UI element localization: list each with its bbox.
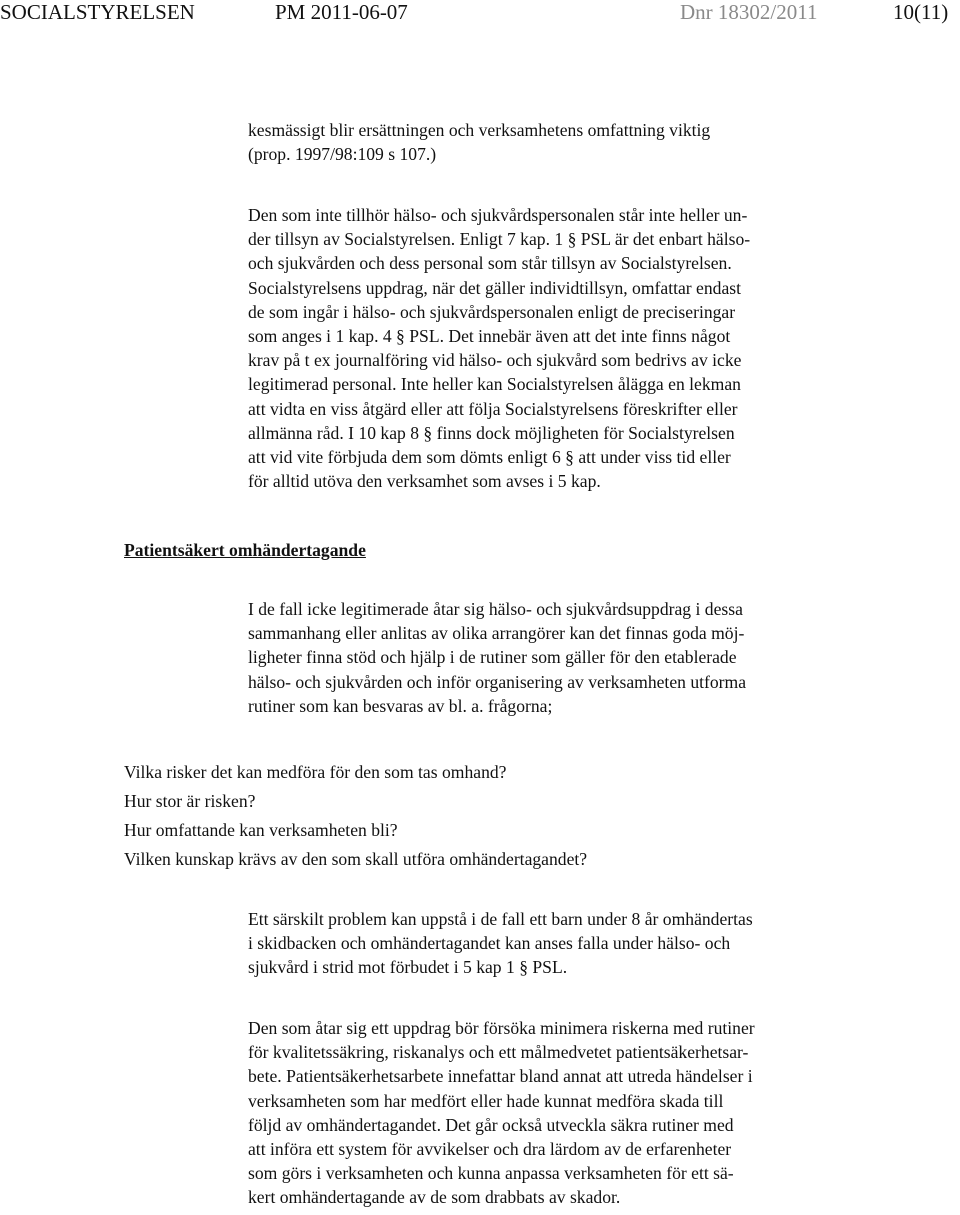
text-line: och sjukvården och dess personal som står tillsyn av Socialstyrelsen.	[248, 253, 732, 274]
text-line: kesmässigt blir ersättningen och verksamhetens omfattning viktig	[248, 120, 711, 140]
text-line: (prop. 1997/98:109 s 107.)	[248, 144, 437, 165]
question-list	[124, 758, 587, 874]
text-line: som görs i verksamheten och kunna anpassa verksamheten för ett sä-	[248, 1163, 734, 1184]
question-item: Hur stor är risken?	[124, 791, 256, 811]
question-item: Vilken kunskap krävs av den som skall utföra omhändertagandet?	[124, 849, 588, 869]
question-item: Hur omfattande kan verksamheten bli?	[124, 820, 398, 840]
paragraph-patient-safety	[248, 1016, 868, 1210]
text-line: Ett särskilt problem kan uppstå i de fall ett barn under 8 år omhändertas	[248, 909, 753, 929]
section-heading: Patientsäkert omhändertagande	[124, 540, 366, 560]
text-line: att vid vite förbjuda dem som dömts enligt 6 § att under viss tid eller	[248, 447, 731, 468]
paragraph-children	[248, 907, 868, 980]
text-line: hälso- och sjukvården och inför organisering av verksamheten utforma	[248, 671, 747, 692]
header-memo-date: PM 2011-06-07	[275, 0, 408, 24]
paragraph-supervision	[248, 203, 868, 493]
header-organization: SOCIALSTYRELSEN	[0, 0, 195, 24]
text-line: följd av omhändertagandet. Det går också utveckla säkra rutiner med	[248, 1114, 734, 1135]
text-line: kert omhändertagande av de som drabbats av skador.	[248, 1187, 621, 1208]
page-header	[0, 0, 960, 28]
question-item: Vilka risker det kan medföra för den som tas omhand?	[124, 762, 507, 782]
text-line: krav på t ex journalföring vid hälso- och sjukvård som bedrivs av icke	[248, 350, 742, 371]
text-line: allmänna råd. I 10 kap 8 § finns dock möjligheten för Socialstyrelsen	[248, 422, 735, 443]
text-line: för kvalitetssäkring, riskanalys och ett målmedvetet patientsäkerhetsar-	[248, 1042, 749, 1063]
text-line: ligheter finna stöd och hjälp i de rutiner som gäller för den etablerade	[248, 647, 737, 668]
text-line: de som ingår i hälso- och sjukvårdspersonalen enligt de preciseringar	[248, 301, 736, 322]
text-line: att vidta en viss åtgärd eller att följa Socialstyrelsens föreskrifter eller	[248, 398, 738, 419]
header-page-number: 10(11)	[893, 0, 949, 24]
text-line: sjukvård i strid mot förbudet i 5 kap 1 § PSL.	[248, 957, 568, 978]
text-line: för alltid utöva den verksamhet som avses i 5 kap.	[248, 471, 601, 492]
text-line: Den som åtar sig ett uppdrag bör försöka minimera riskerna med rutiner	[248, 1018, 755, 1038]
text-line: Den som inte tillhör hälso- och sjukvårdspersonalen står inte heller un-	[248, 205, 748, 225]
text-line: Socialstyrelsens uppdrag, när det gäller individtillsyn, omfattar endast	[248, 277, 741, 298]
text-line: verksamheten som har medfört eller hade kunnat medföra skada till	[248, 1090, 724, 1111]
text-line: bete. Patientsäkerhetsarbete innefattar bland annat att utreda händelser i	[248, 1066, 753, 1087]
paragraph-non-licensed	[248, 597, 868, 718]
text-line: sammanhang eller anlitas av olika arrangörer kan det finnas goda möj-	[248, 623, 745, 644]
text-line: rutiner som kan besvaras av bl. a. frågorna;	[248, 695, 553, 716]
text-line: der tillsyn av Socialstyrelsen. Enligt 7 kap. 1 § PSL är det enbart hälso-	[248, 229, 751, 250]
text-line: legitimerad personal. Inte heller kan Socialstyrelsen ålägga en lekman	[248, 374, 741, 395]
text-line: i skidbacken och omhändertagandet kan anses falla under hälso- och	[248, 933, 731, 954]
header-reference-number: Dnr 18302/2011	[680, 0, 818, 24]
text-line: som anges i 1 kap. 4 § PSL. Det innebär även att det inte finns något	[248, 326, 731, 347]
text-line: I de fall icke legitimerade åtar sig hälso- och sjukvårdsuppdrag i dessa	[248, 599, 743, 619]
text-line: att införa ett system för avvikelser och dra lärdom av de erfarenheter	[248, 1139, 732, 1160]
paragraph-intro-continuation	[248, 118, 868, 166]
